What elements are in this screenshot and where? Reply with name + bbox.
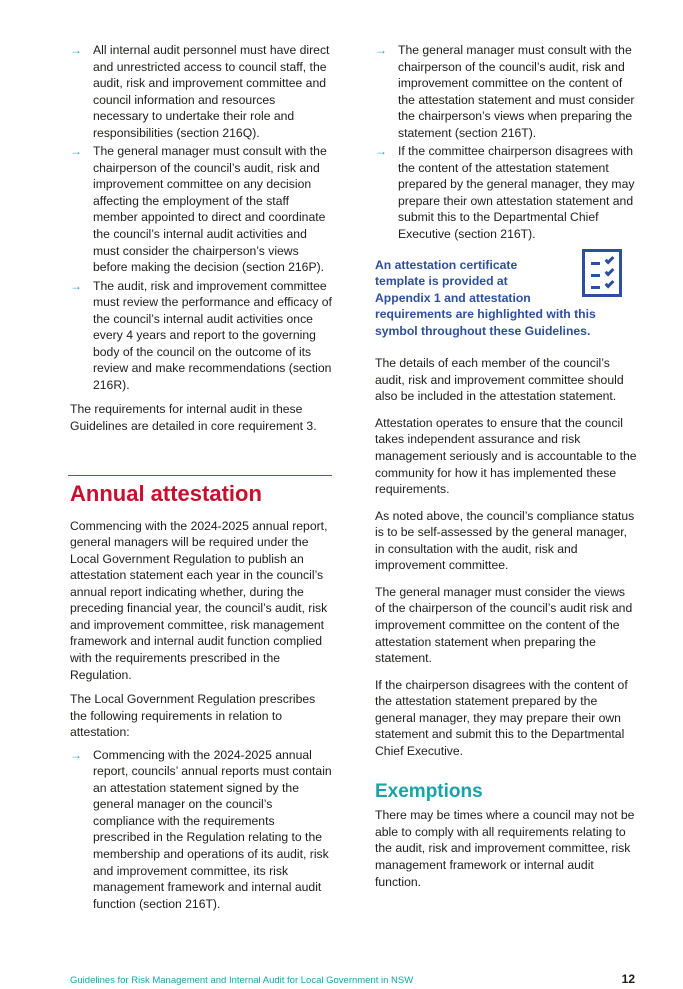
list-item: → The audit, risk and improvement committee must review the performance and efficacy of the council’s internal audit activities once every 4 years and report to the governing body of the council on the outcome of its review and make recommendations (section 216R). bbox=[70, 278, 332, 392]
arrow-right-icon: → bbox=[70, 144, 82, 159]
bullet-list-top bbox=[70, 42, 332, 393]
arrow-right-icon: → bbox=[375, 43, 387, 57]
callout-line: requirements are highlighted with this symbol throughout these Guidelines. bbox=[375, 307, 596, 338]
arrow-right-icon: → bbox=[70, 278, 82, 293]
list-item: → If the committee chairperson disagrees with the content of the attestation statement prepared by the general manager, they may prepare their own attestation statement and submit this to the Departmental Chief Executive (section 216T). bbox=[375, 144, 635, 242]
page-footer bbox=[70, 972, 635, 986]
paragraph-noted: As noted above, the council’s compliance status is to be self-assessed by the general manager, in consultation with the audit, risk and improvement committee. bbox=[375, 508, 635, 573]
list-item: → Commencing with the 2024-2025 annual report, councils’ annual reports must contain an attestation statement signed by the general manager on the council’s compliance with the requirements prescribed in the Regulation relating to the membership and operations of its audit, risk and improvement committee, its risk management framework and internal audit function (section 216T). bbox=[70, 747, 332, 911]
left-column bbox=[70, 42, 332, 914]
list-item: → The general manager must consult with the chairperson of the council’s audit, risk and improvement committee on the content of the attestation statement and must consider the chairperson’s views when preparing the statement (section 216T). bbox=[375, 43, 635, 140]
attestation-callout bbox=[375, 257, 637, 340]
footer-title: Guidelines for Risk Management and Internal Audit for Local Government in NSW bbox=[70, 975, 414, 986]
heading-exemptions: Exemptions bbox=[375, 781, 483, 803]
heading-annual-attestation: Annual attestation bbox=[70, 480, 262, 506]
paragraph-consider: The general manager must consider the views of the chairperson of the council’s audit risk and improvement committee on the content of the attestation statement when preparing the statement. bbox=[375, 584, 633, 666]
bullet-list-right bbox=[375, 42, 637, 243]
paragraph-commencing: Commencing with the 2024-2025 annual report, general managers will be required under the Local Government Regulation to publish an attestation statement each year in the council’s annual report indicating whether, during the preceding financial year, the council’s audit, risk and improvement committee, risk management framework and internal audit function complied with the requirements prescribed in the Regulation. bbox=[70, 518, 328, 682]
paragraph-exemptions: There may be times where a council may not be able to comply with all requirements relating to the audit, risk and improvement committee, risk management framework or internal audit function. bbox=[375, 808, 635, 889]
list-item: → The general manager must consult with the chairperson of the council’s audit, risk and improvement committee on any decision affecting the employment of the staff member appointed to direct and coordinate the council’s internal audit activities and must consider the chairperson’s views before making the decision (section 216P). bbox=[70, 144, 327, 275]
right-column bbox=[375, 42, 637, 890]
checklist-icon bbox=[582, 249, 622, 297]
paragraph-disagrees: If the chairperson disagrees with the content of the attestation statement prepared by the general manager, they may prepare their own statement and submit this to the Departmental Chief Executive. bbox=[375, 677, 628, 758]
paragraph-regulation: The Local Government Regulation prescribes the following requirements in relation to attestation: bbox=[70, 692, 316, 740]
bullet-list-bottom bbox=[70, 747, 332, 912]
arrow-right-icon: → bbox=[375, 144, 387, 159]
page-number: 12 bbox=[621, 972, 635, 986]
callout-line: template is provided at bbox=[375, 274, 508, 289]
arrow-right-icon: → bbox=[70, 747, 82, 762]
callout-line: An attestation certificate bbox=[375, 257, 518, 272]
paragraph-details: The details of each member of the council’s audit, risk and improvement committee should also be included in the attestation statement. bbox=[375, 356, 624, 404]
paragraph-operates: Attestation operates to ensure that the council takes independent assurance and risk management seriously and is accountable to the community for how it has implemented these requirements. bbox=[375, 415, 637, 497]
list-item: → All internal audit personnel must have direct and unrestricted access to council staff, the audit, risk and improvement committee and council information and resources necessary to undertake their role and responsibilities (section 216Q). bbox=[70, 43, 330, 140]
section-divider bbox=[68, 475, 332, 476]
arrow-right-icon: → bbox=[70, 43, 82, 57]
paragraph-requirements: The requirements for internal audit in these Guidelines are detailed in core requirement 3. bbox=[70, 402, 317, 434]
callout-line: Appendix 1 and attestation bbox=[375, 290, 531, 305]
